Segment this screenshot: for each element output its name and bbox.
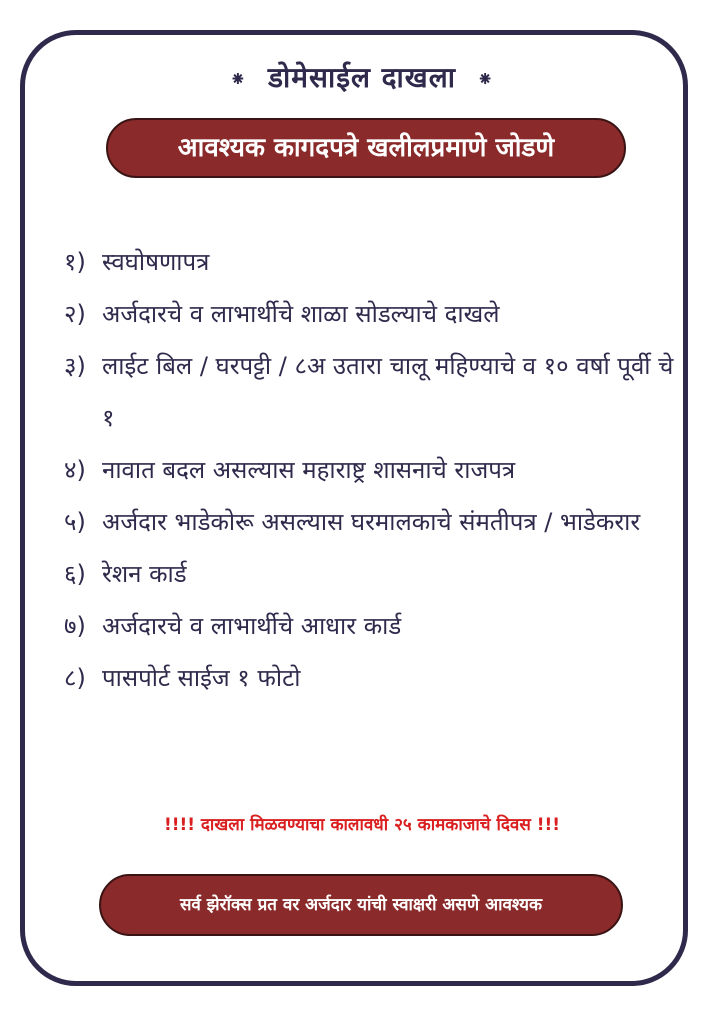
list-item — [64, 340, 684, 444]
document-title — [0, 58, 724, 96]
list-item-number: ७) — [64, 612, 86, 640]
requirements-list — [64, 236, 684, 704]
processing-time-notice: !!!! दाखला मिळवण्याचा कालावधी २५ कामकाजाचे दिवस !!! — [163, 815, 561, 835]
list-item-number: ३) — [64, 352, 86, 380]
list-item-number: ८) — [64, 664, 86, 692]
list-item-number: ६) — [64, 560, 86, 588]
requirements-header-banner: आवश्यक कागदपत्रे खलीलप्रमाणे जोडणे — [106, 118, 626, 178]
list-item-number: ५) — [64, 508, 86, 536]
list-item-text: अर्जदारचे व लाभार्थीचे शाळा सोडल्याचे दाखले — [102, 300, 500, 328]
list-item-text: अर्जदारचे व लाभार्थीचे आधार कार्ड — [102, 612, 402, 640]
list-item-text: रेशन कार्ड — [102, 560, 187, 588]
document-title-text: डोमेसाईल दाखला — [268, 61, 456, 94]
list-item-text: स्वघोषणापत्र — [102, 248, 210, 276]
list-item — [64, 600, 684, 652]
list-item — [64, 444, 684, 496]
list-item — [64, 288, 684, 340]
list-item — [64, 236, 684, 288]
signature-requirement-banner: सर्व झेरॉक्स प्रत वर अर्जदार यांची स्वाक्षरी असणे आवश्यक — [99, 874, 623, 936]
star-icon: ⁕ — [476, 67, 495, 91]
list-item — [64, 496, 684, 548]
list-item-number: ४) — [64, 456, 86, 484]
list-item-number: २) — [64, 300, 86, 328]
star-icon: ⁕ — [229, 67, 248, 91]
list-item-number: १) — [64, 248, 86, 276]
list-item-text: नावात बदल असल्यास महाराष्ट्र शासनाचे राजपत्र — [102, 456, 516, 484]
list-item-text: लाईट बिल / घरपट्टी / ८अ उतारा चालू महिण्याचे व १० वर्षा पूर्वी चे १ — [102, 352, 674, 432]
list-item — [64, 548, 684, 600]
list-item-text: पासपोर्ट साईज १ फोटो — [102, 664, 301, 692]
list-item — [64, 652, 684, 704]
list-item-text: अर्जदार भाडेकोरू असल्यास घरमालकाचे संमतीपत्र / भाडेकरार — [102, 508, 641, 536]
